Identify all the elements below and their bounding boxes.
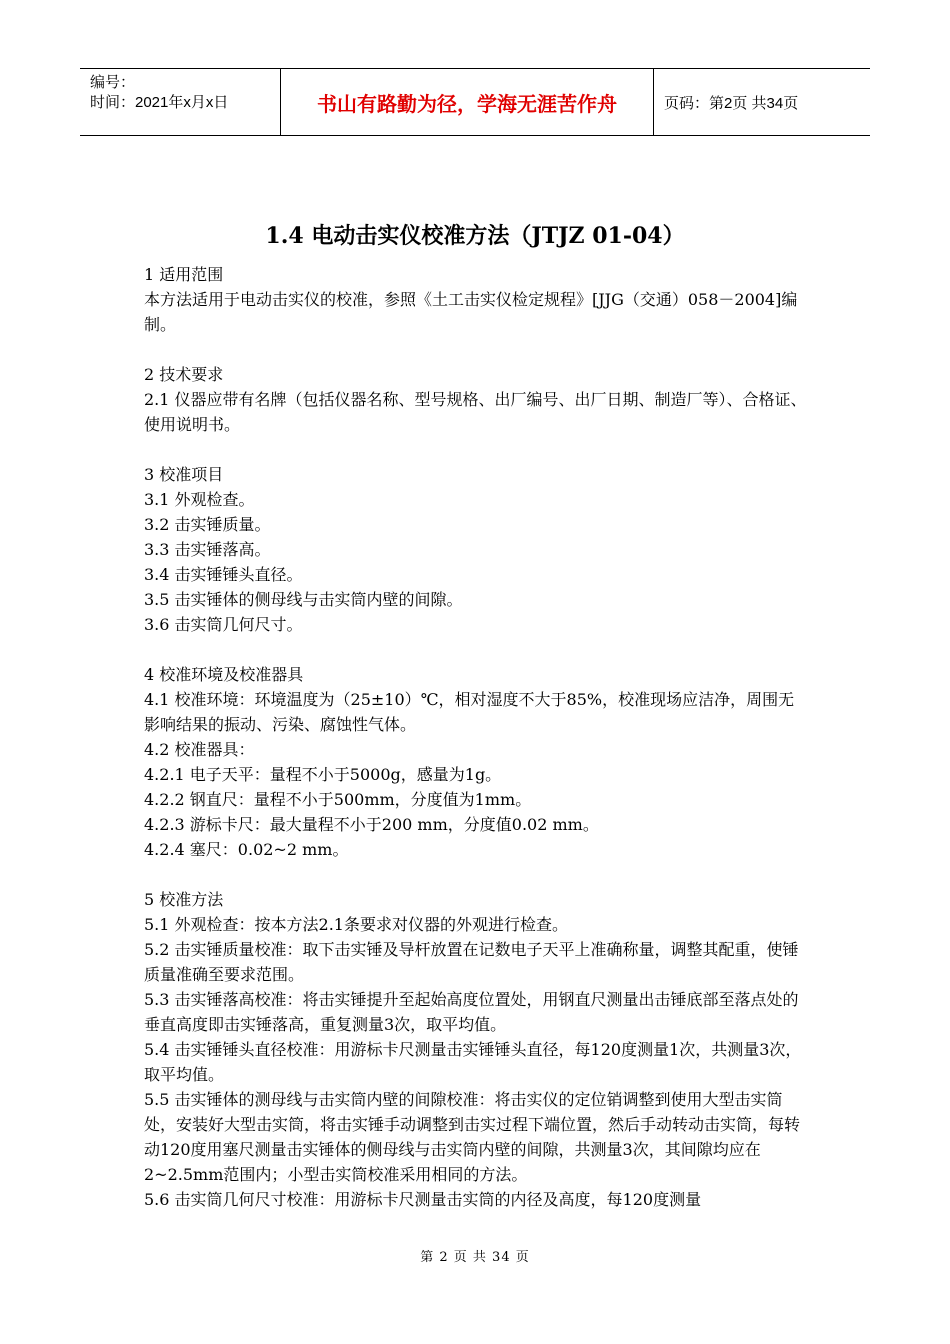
body-paragraph: 5 校准方法: [144, 890, 224, 909]
body-paragraph: 5.4 击实锤锤头直径校准：用游标卡尺测量击实锤锤头直径，每120度测量1次，共测量3次，取平均值。: [144, 1040, 802, 1084]
header-motto-cell: [281, 69, 654, 135]
body-paragraph: 5.2 击实锤质量校准：取下击实锤及导杆放置在记数电子天平上准确称量，调整其配重，使锤质量准确至要求范围。: [144, 940, 799, 984]
body-paragraph: 3.2 击实锤质量。: [144, 515, 271, 534]
header-page-cell: [654, 69, 870, 135]
body-paragraph: 5.5 击实锤体的测母线与击实筒内壁的间隙校准：将击实仪的定位销调整到使用大型击实筒处，安装好大型击实筒，将击实锤手动调整到击实过程下端位置，然后手动转动击实筒，每转动120度用塞尺测量击实锤体的侧母线与击实筒内壁的间隙，共测量3次，其间隙均应在2~2.5mm范围内；小型击实筒校准采用相同的方法。: [144, 1090, 801, 1184]
document-title: 1.4 电动击实仪校准方法（JTJZ 01-04）: [265, 223, 685, 249]
body-paragraph: 本方法适用于电动击实仪的校准，参照《土工击实仪检定规程》[JJG（交通）058－2004]编制。: [144, 290, 798, 334]
body-paragraph: 3 校准项目: [144, 465, 224, 484]
document-body: [144, 262, 810, 1212]
header-table: [80, 68, 870, 136]
header-meta-cell: [80, 69, 281, 135]
paragraph-gap: [144, 437, 810, 462]
motto: 书山有路勤为径，学海无涯苦作舟: [317, 91, 617, 116]
body-paragraph: 3.4 击实锤锤头直径。: [144, 565, 303, 584]
body-paragraph: 4.2 校准器具：: [144, 740, 255, 759]
body-paragraph: 2 技术要求: [144, 365, 224, 384]
body-paragraph: 5.3 击实锤落高校准：将击实锤提升至起始高度位置处，用钢直尺测量出击锤底部至落点处的垂直高度即击实锤落高，重复测量3次，取平均值。: [144, 990, 799, 1034]
body-paragraph: 3.5 击实锤体的侧母线与击实筒内壁的间隙。: [144, 590, 463, 609]
body-paragraph: 3.3 击实锤落高。: [144, 540, 271, 559]
body-paragraph: 4 校准环境及校准器具: [144, 665, 304, 684]
body-paragraph: 5.1 外观检查：按本方法2.1条要求对仪器的外观进行检查。: [144, 915, 568, 934]
body-paragraph: 4.1 校准环境：环境温度为（25±10）℃，相对湿度不大于85%，校准现场应洁净，周围无影响结果的振动、污染、腐蚀性气体。: [144, 690, 795, 734]
paragraph-gap: [144, 637, 810, 662]
body-paragraph: 4.2.3 游标卡尺：最大量程不小于200 mm，分度值0.02 mm。: [144, 815, 599, 834]
body-paragraph: 4.2.4 塞尺：0.02~2 mm。: [144, 840, 349, 859]
page-footer: 第 2 页 共 34 页: [420, 1250, 530, 1265]
body-paragraph: 4.2.2 钢直尺：量程不小于500mm，分度值为1mm。: [144, 790, 532, 809]
date-label: 时间：2021年x月x日: [90, 94, 229, 111]
body-paragraph: 3.6 击实筒几何尺寸。: [144, 615, 303, 634]
paragraph-gap: [144, 862, 810, 887]
body-paragraph: 4.2.1 电子天平：量程不小于5000g，感量为1g。: [144, 765, 502, 784]
body-paragraph: 5.6 击实筒几何尺寸校准：用游标卡尺测量击实筒的内径及高度，每120度测量: [144, 1190, 702, 1209]
page-label: 页码：第2页 共34页: [664, 94, 799, 112]
body-paragraph: 3.1 外观检查。: [144, 490, 255, 509]
paragraph-gap: [144, 337, 810, 362]
body-paragraph: 2.1 仪器应带有名牌（包括仪器名称、型号规格、出厂编号、出厂日期、制造厂等）、合格证、使用说明书。: [144, 390, 807, 434]
code-label: 编号：: [90, 74, 136, 91]
body-paragraph: 1 适用范围: [144, 265, 224, 284]
